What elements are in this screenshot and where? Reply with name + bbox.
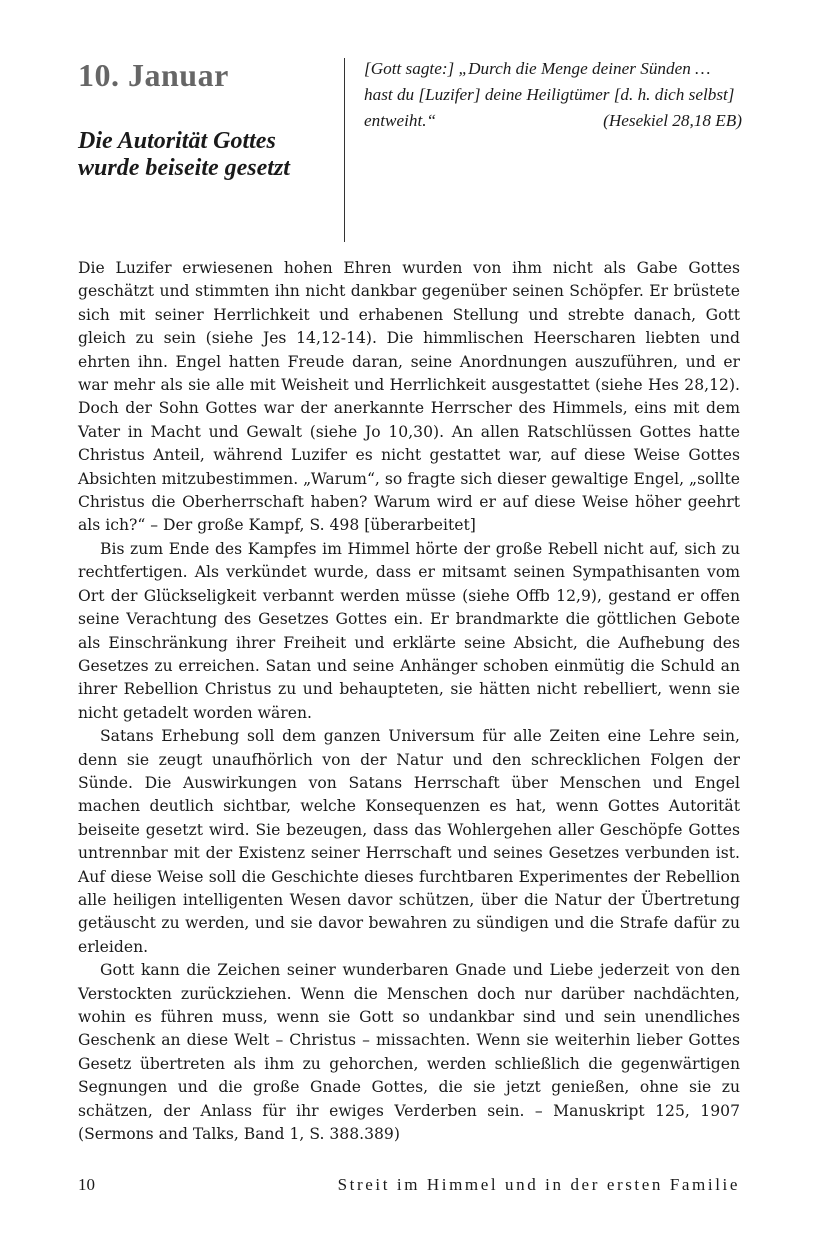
devotion-body [78,257,740,1146]
page-footer [78,1173,740,1197]
paragraph: Die Luzifer erwiesenen hohen Ehren wurden von ihm nicht als Gabe Gottes geschätzt und stimmten ihn nicht dankbar gegenüber seinen Schöpfer. Er brüstete sich mit seiner Herrlichkeit und erhabenen Stellung und strebte danach, Gott gleich zu sein (siehe Jes 14,12-14). Die himmlischen Heerscharen liebten und ehrten ihn. Engel hatten Freude daran, seine Anordnungen auszuführen, und er war mehr als sie alle mit Weisheit und Herrlichkeit ausgestattet (siehe Hes 28,12). Doch der Sohn Gottes war der anerkannte Herrscher des Himmels, eins mit dem Vater in Macht und Gewalt (siehe Jo 10,30). An allen Ratschlüssen Gottes hatte Christus Anteil, während Luzifer es nicht gestattet war, auf diese Weise Gottes Absichten mitzubestimmen. „Warum“, so fragte sich dieser gewaltige Engel, „sollte Christus die Oberherrschaft haben? Warum wird er auf diese Weise höher geehrt als ich?“ – Der große Kampf, S. 498 [überarbeitet] [78,259,740,535]
date-heading: 10. Januar [78,57,229,93]
scripture-reference: (Hesekiel 28,18 EB) [603,111,742,130]
paragraph: Gott kann die Zeichen seiner wunderbaren Gnade und Liebe jederzeit von den Verstockten zurückziehen. Wenn die Menschen doch nur darüber nachdächten, wohin es führen muss, wenn sie Gott so undankbar sind und sein unendliches Geschenk an diese Welt – Christus – missachten. Wenn sie weiterhin lieber Gottes Gesetz übertreten als ihm zu gehorchen, werden schließlich die gegenwärtigen Segnungen und die große Gnade Gottes, die sie jetzt genießen, ohne sie zu schätzen, der Anlass für ihr ewiges Verderben sein. – Manuskript 125, 1907 (Sermons and Talks, Band 1, S. 388.389) [78,961,740,1144]
page-number: 10 [78,1175,95,1194]
column-divider [344,58,345,242]
paragraph: Bis zum Ende des Kampfes im Himmel hörte der große Rebell nicht auf, sich zu rechtfertigen. Als verkündet wurde, dass er mitsamt seinen Sympathisanten vom Ort der Glückseligkeit verbannt werden müsse (siehe Offb 12,9), gestand er offen seine Verachtung des Gesetzes Gottes ein. Er brandmarkte die göttlichen Gebote als Einschränkung ihrer Freiheit und erklärte seine Absicht, die Aufhebung des Gesetzes zu erreichen. Satan und seine Anhänger schoben einmütig die Schuld an ihrer Rebellion Christus zu und behaupteten, sie hätten nicht rebelliert, wenn sie nicht getadelt worden wären. [78,539,740,722]
scripture-text: [Gott sagte:] „Durch die Menge deiner Sünden … hast du [Luzifer] deine Heiligtümer [d. h. dich selbst] entweiht.“ [364,59,735,130]
paragraph: Satans Erhebung soll dem ganzen Universum für alle Zeiten eine Lehre sein, denn sie zeugt unaufhörlich von der Natur und den schrecklichen Folgen der Sünde. Die Auswirkungen von Satans Herrschaft über Menschen und Engel machen deutlich sichtbar, welche Konsequenzen es hat, wenn Gottes Autorität beiseite gesetzt wird. Sie bezeugen, dass das Wohlergehen aller Geschöpfe Gottes untrennbar mit der Existenz seiner Herrschaft und seines Gesetzes verbunden ist. Auf diese Weise soll die Geschichte dieses furchtbaren Experimentes der Rebellion alle heiligen intelligenten Wesen davor schützen, über die Natur der Übertretung getäuscht zu werden, und sie davor bewahren zu sündigen und die Strafe dafür zu erleiden. [78,727,740,956]
devotion-title: Die Autorität Gottes wurde beiseite gesetzt [78,128,290,181]
scripture-quote [364,56,742,134]
running-title: Streit im Himmel und in der ersten Familie [337,1175,740,1194]
